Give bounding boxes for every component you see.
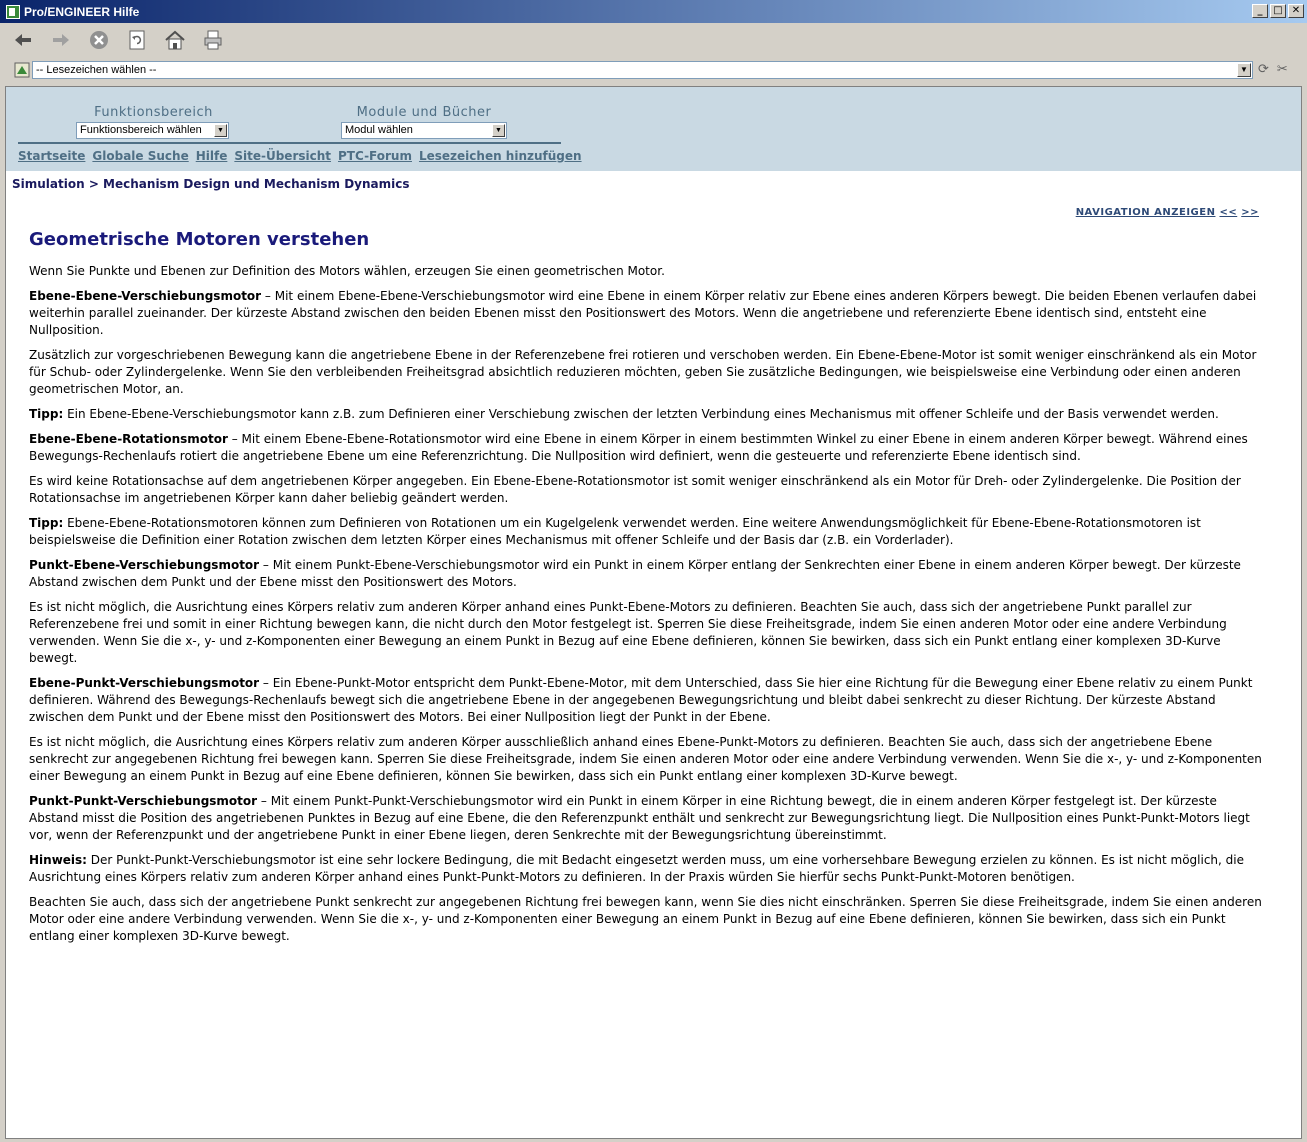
link-ptc-forum[interactable]: PTC-Forum	[338, 149, 412, 163]
close-button[interactable]: ✕	[1288, 4, 1304, 18]
home-icon[interactable]	[164, 29, 186, 51]
window-controls	[1252, 4, 1304, 18]
refresh-icon[interactable]	[126, 29, 148, 51]
paragraph: Hinweis: Der Punkt-Punkt-Verschiebungsmotor ist eine sehr lockere Bedingung, die mit Bedacht eingesetzt werden muss, um eine vorhersehbare Bewegung erzielen zu können. Es ist nicht möglich, die Ausrichtung eines Körpers relativ zum anderen Körper anhand eines Punkt-Punkt-Motors zu definieren. In der Praxis würden Sie hierfür sechs Punkt-Punkt-Motoren benötigen.	[29, 853, 1244, 884]
header-divider	[18, 142, 561, 144]
modules-label: Module und Bücher	[356, 105, 492, 120]
link-global-search[interactable]: Globale Suche	[92, 149, 189, 163]
bookmark-bar	[0, 58, 1307, 84]
print-icon[interactable]	[202, 29, 224, 51]
breadcrumb: Simulation > Mechanism Design und Mechanism Dynamics	[12, 177, 410, 191]
link-site-map[interactable]: Site-Übersicht	[234, 149, 332, 163]
paragraph: Zusätzlich zur vorgeschriebenen Bewegung kann die angetriebene Ebene in der Referenzebene frei rotieren und verschoben werden. Ein Ebene-Ebene-Motor ist somit weniger einschränkend als ein Motor für Schub- oder Zylindergelenke. Wenn Sie den verbleibenden Freiheitsgrad absichtlich reduzieren möchten, geben Sie zusätzliche Bedingungen, wie beispielsweise eine Verbindung oder einen anderen geometrischen Motor, an.	[29, 348, 1257, 396]
back-icon[interactable]	[12, 29, 34, 51]
help-header	[6, 87, 1301, 171]
modules-group	[341, 105, 507, 139]
bookmark-icon[interactable]	[14, 62, 30, 78]
paragraph: Tipp: Ein Ebene-Ebene-Verschiebungsmotor kann z.B. zum Definieren einer Verschiebung zwischen der letzten Verbindung eines Mechanismus mit offener Schleife und der Basis verwendet werden.	[29, 407, 1219, 421]
functional-area-label: Funktionsbereich	[94, 105, 213, 120]
minimize-button[interactable]: _	[1252, 4, 1268, 18]
functional-area-group	[76, 105, 231, 139]
paragraph: Ebene-Punkt-Verschiebungsmotor – Ein Ebene-Punkt-Motor entspricht dem Punkt-Ebene-Motor, mit dem Unterschied, dass Sie hier eine Richtung für die Bewegung einer Ebene relativ zu einem Punkt definieren. Während des Bewegungs-Rechenlaufs bewegt sich die angetriebene Ebene in der angegebenen Bewegungsrichtung und bleibt dabei senkrecht zu dieser Richtung. Der kürzeste Abstand zwischen dem Punkt und der Ebene misst den Positionswert des Motors. Bei einer Nullposition liegt der Punkt in der Ebene.	[29, 676, 1253, 724]
browser-toolbar	[0, 23, 1307, 56]
link-home[interactable]: Startseite	[18, 149, 86, 163]
navigation-controls	[1076, 207, 1259, 218]
paragraph: Es wird keine Rotationsachse auf dem angetriebenen Körper angegeben. Ein Ebene-Ebene-Rotationsmotor ist somit weniger einschränkend als ein Motor für Dreh- oder Zylindergelenke. Die Position der Rotationsachse im angetriebenen Körper kann daher beliebig geändert werden.	[29, 474, 1241, 505]
modules-select-value: Modul wählen	[345, 124, 413, 136]
bookmark-select[interactable]	[32, 61, 1253, 79]
functional-area-select-value: Funktionsbereich wählen	[80, 124, 202, 136]
next-page-link[interactable]: >>	[1241, 207, 1259, 218]
paragraph: Es ist nicht möglich, die Ausrichtung eines Körpers relativ zum anderen Körper anhand eines Punkt-Ebene-Motors zu definieren. Beachten Sie auch, dass sich der angetriebene Punkt parallel zur Referenzebene frei und somit in einer Richtung bewegen kann, die nicht durch den Motor festgelegt ist. Sperren Sie diese Freiheitsgrade, indem Sie einen anderen Motor oder eine andere Verbindung verwenden. Wenn Sie die x-, y- und z-Komponenten einer Bewegung an einem Punkt in Bezug auf eine Ebene definieren, können Sie bewirken, dass sich ein Punkt entlang einer komplexen 3D-Kurve bewegt.	[29, 600, 1227, 665]
go-icon[interactable]: ⟳	[1258, 62, 1269, 77]
scissors-icon[interactable]: ✂	[1276, 62, 1288, 77]
link-add-bookmark[interactable]: Lesezeichen hinzufügen	[418, 149, 582, 163]
stop-icon[interactable]	[88, 29, 110, 51]
chevron-down-icon[interactable]: ▼	[1237, 63, 1251, 77]
paragraph: Es ist nicht möglich, die Ausrichtung eines Körpers relativ zum anderen Körper ausschließlich anhand eines Ebene-Punkt-Motors zu definieren. Beachten Sie auch, dass sich der angetriebene Ebene senkrecht zur angegebenen Richtung frei bewegen kann. Sperren Sie diese Freiheitsgrade, indem Sie einen anderen Motor oder eine andere Verbindung verwenden. Wenn Sie die x-, y- und z-Komponenten einer Bewegung an einem Punkt in Bezug auf eine Ebene definieren, können Sie bewirken, dass sich ein Punkt entlang einer komplexen 3D-Kurve bewegt.	[29, 735, 1262, 783]
bookmark-select-value: -- Lesezeichen wählen --	[36, 64, 157, 76]
paragraph: Punkt-Punkt-Verschiebungsmotor – Mit einem Punkt-Punkt-Verschiebungsmotor wird ein Punkt in einem Körper in eine Richtung bewegt, die in einem anderen Körper festgelegt ist. Der kürzeste Abstand misst die Position des angetriebenen Punktes in Bezug auf eine Ebene, die den Referenzpunkt enthält und senkrecht zur Bewegungsrichtung liegt. Die Nullposition eines Punkt-Punkt-Motors liegt vor, wenn der Referenzpunkt und der angetriebene Punkt in einer Ebene liegen, deren Senkrechte mit der Bewegungsrichtung übereinstimmt.	[29, 794, 1250, 842]
previous-page-link[interactable]: <<	[1219, 207, 1238, 218]
modules-select[interactable]	[341, 122, 507, 139]
paragraph: Tipp: Ebene-Ebene-Rotationsmotoren können zum Definieren von Rotationen um ein Kugelgelenk verwendet werden. Eine weitere Anwendungsmöglichkeit für Ebene-Ebene-Rotationsmotoren ist beispielsweise die Definition einer Rotation zwischen dem letzten Körper eines Mechanismus mit offener Schleife und der Basis dar (z.B. ein Vorderlader).	[29, 516, 1201, 547]
chevron-down-icon[interactable]: ▼	[492, 124, 505, 137]
chevron-down-icon[interactable]: ▼	[214, 124, 227, 137]
paragraph: Punkt-Ebene-Verschiebungsmotor – Mit einem Punkt-Ebene-Verschiebungsmotor wird ein Punkt in einem Körper entlang der Senkrechten einer Ebene in einem anderen Körper bewegt. Der kürzeste Abstand zwischen dem Punkt und der Ebene misst den Positionswert des Motors.	[29, 558, 1241, 589]
window-titlebar	[0, 0, 1307, 23]
article-content	[29, 229, 1269, 953]
maximize-button[interactable]: □	[1270, 4, 1286, 18]
paragraph: Ebene-Ebene-Rotationsmotor – Mit einem Ebene-Ebene-Rotationsmotor wird eine Ebene in einem Körper in einem bestimmten Winkel zu einer Ebene in einem anderen Körper bewegt. Während eines Bewegungs-Rechenlaufs rotiert die angetriebene Ebene um eine Referenzrichtung. Die Nullposition wird definiert, wenn die gesteuerte und referenzierte Ebene identisch sind.	[29, 432, 1248, 463]
paragraph: Beachten Sie auch, dass sich der angetriebene Punkt senkrecht zur angegebenen Richtung frei bewegen kann, wenn Sie dies nicht einschränken. Sperren Sie diese Freiheitsgrade, indem Sie einen anderen Motor oder eine andere Verbindung verwenden. Wenn Sie die x-, y- und z-Komponenten einer Bewegung an einem Punkt in Bezug auf eine Ebene definieren, können Sie bewirken, dass sich ein Punkt entlang einer komplexen 3D-Kurve bewegt.	[29, 895, 1262, 943]
functional-area-select[interactable]	[76, 122, 229, 139]
link-help[interactable]: Hilfe	[195, 149, 228, 163]
show-navigation-link[interactable]: NAVIGATION ANZEIGEN	[1075, 207, 1216, 218]
page-viewport	[5, 86, 1302, 1139]
app-icon	[6, 5, 20, 19]
forward-icon[interactable]	[50, 29, 72, 51]
window-title: Pro/ENGINEER Hilfe	[24, 4, 140, 19]
paragraph: Wenn Sie Punkte und Ebenen zur Definition des Motors wählen, erzeugen Sie einen geometrischen Motor.	[29, 264, 665, 278]
page-title: Geometrische Motoren verstehen	[29, 229, 370, 250]
paragraph: Ebene-Ebene-Verschiebungsmotor – Mit einem Ebene-Ebene-Verschiebungsmotor wird eine Ebene in einem Körper relativ zur Ebene eines anderen Körpers bewegt. Die beiden Ebenen verlaufen dabei weiterhin parallel zueinander. Der kürzeste Abstand zwischen den beiden Ebenen misst den Positionswert des Motors. Wenn die angetriebene und referenzierte Ebene identisch sind, entsteht eine Nullposition.	[29, 289, 1257, 337]
header-links	[18, 149, 582, 163]
bookmark-actions	[1258, 62, 1288, 77]
